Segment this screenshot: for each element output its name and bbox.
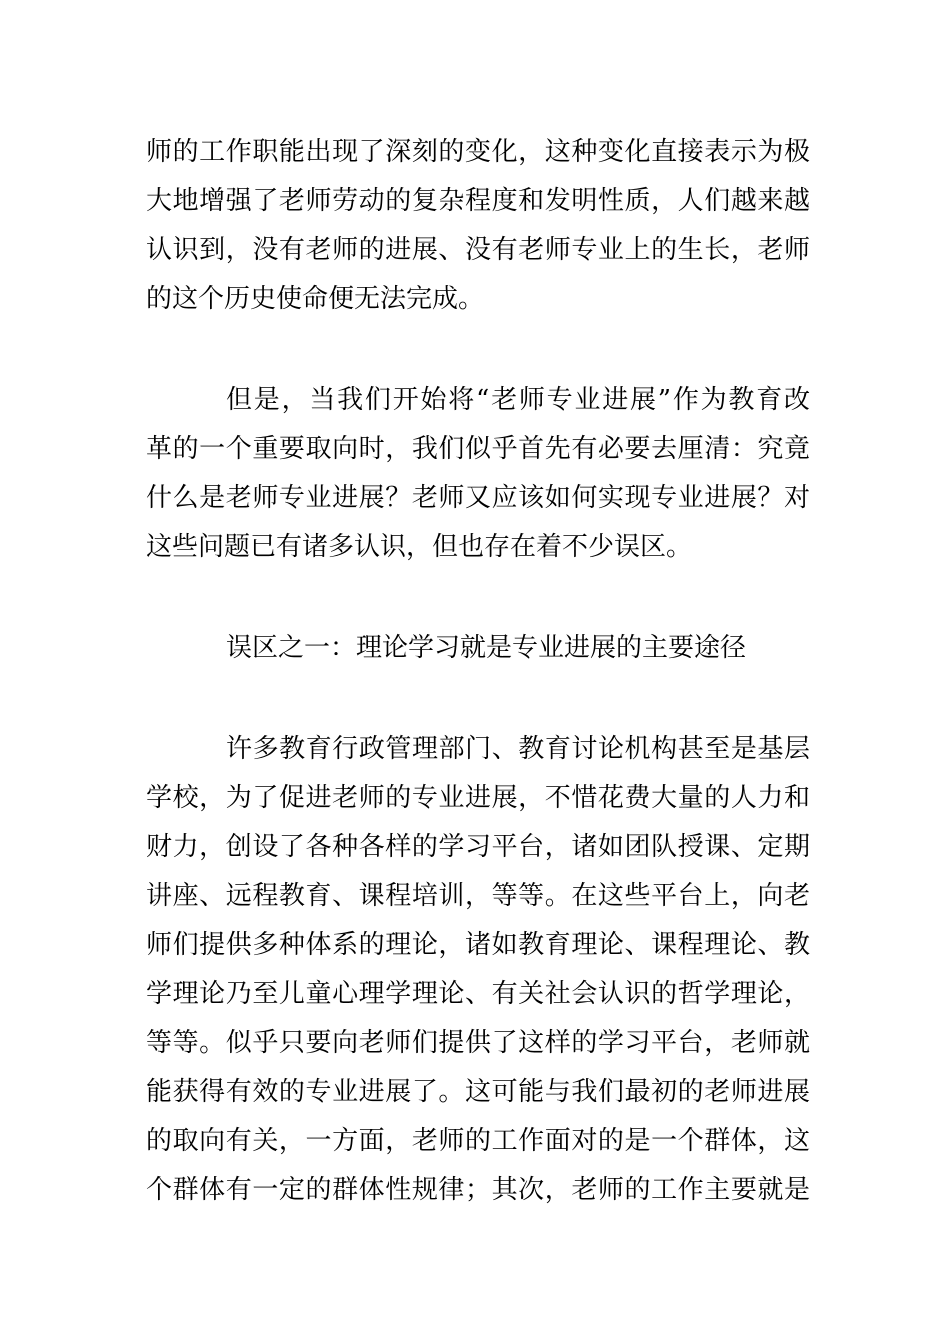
paragraph-4-line-7: 等等。似乎只要向老师们提供了这样的学习平台，老师就	[146, 1028, 810, 1058]
paragraph-4-line-6: 学理论乃至儿童心理学理论、有关社会认识的哲学理论，	[146, 979, 810, 1009]
paragraph-4-line-10: 个群体有一定的群体性规律；其次，老师的工作主要就是	[146, 1175, 810, 1205]
paragraph-1-line-3: 认识到，没有老师的进展、没有老师专业上的生长，老师	[146, 235, 810, 265]
paragraph-2-line-3: 什么是老师专业进展？老师又应该如何实现专业进展？对	[146, 483, 810, 513]
paragraph-4-line-1: 许多教育行政管理部门、教育讨论机构甚至是基层	[226, 734, 810, 764]
paragraph-2-line-2: 革的一个重要取向时，我们似乎首先有必要去厘清：究竟	[146, 434, 810, 464]
paragraph-4-line-3: 财力，创设了各种各样的学习平台，诸如团队授课、定期	[146, 832, 810, 862]
paragraph-2-line-1: 但是，当我们开始将“老师专业进展”作为教育改	[226, 385, 810, 415]
paragraph-1-line-2: 大地增强了老师劳动的复杂程度和发明性质，人们越来越	[146, 186, 810, 216]
paragraph-4-line-5: 师们提供多种体系的理论，诸如教育理论、课程理论、教	[146, 930, 810, 960]
paragraph-2-line-4: 这些问题已有诸多认识，但也存在着不少误区。	[146, 532, 693, 562]
paragraph-4-line-9: 的取向有关，一方面，老师的工作面对的是一个群体，这	[146, 1126, 810, 1156]
paragraph-1-line-4: 的这个历史使命便无法完成。	[146, 284, 485, 314]
paragraph-4-line-8: 能获得有效的专业进展了。这可能与我们最初的老师进展	[146, 1077, 810, 1107]
paragraph-4-line-2: 学校，为了促进老师的专业进展，不惜花费大量的人力和	[146, 783, 810, 813]
paragraph-1-line-1: 师的工作职能出现了深刻的变化，这种变化直接表示为极	[146, 137, 810, 167]
paragraph-4-line-4: 讲座、远程教育、课程培训，等等。在这些平台上，向老	[146, 881, 810, 911]
section-heading: 误区之一：理论学习就是专业进展的主要途径	[226, 633, 747, 663]
